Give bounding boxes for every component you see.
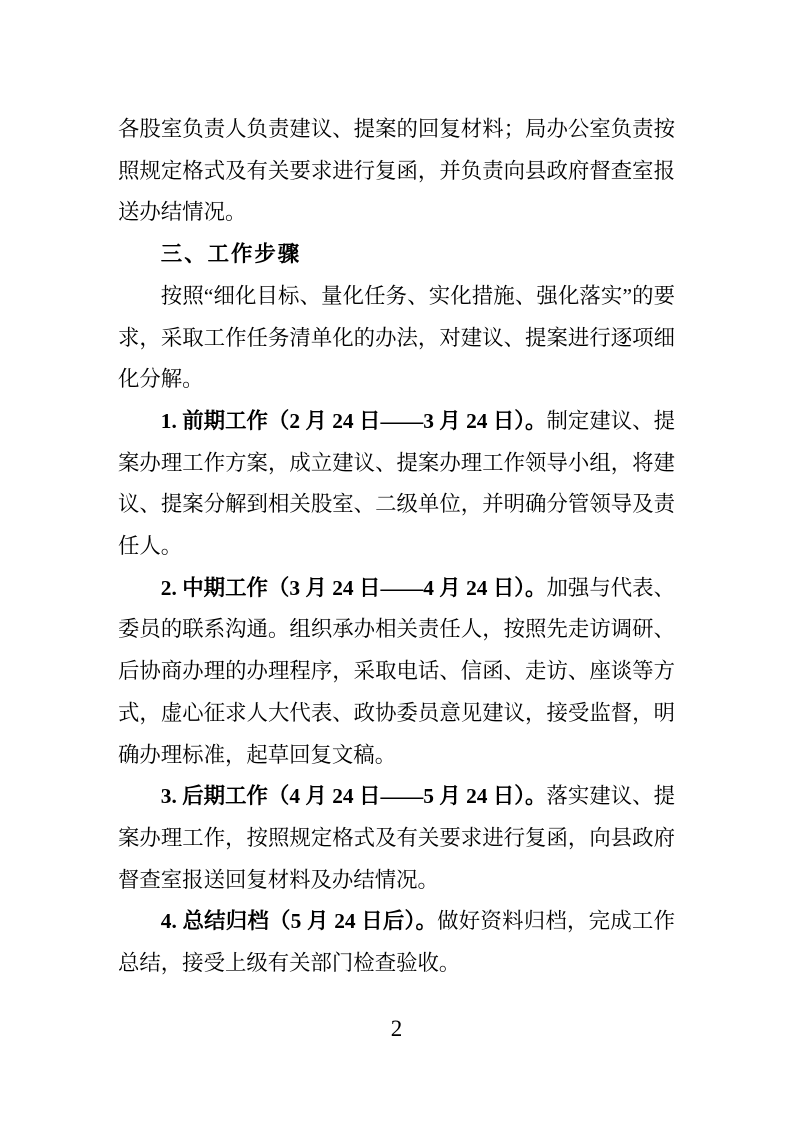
work-item-2-body: 加强与代表、委员的联系沟通。组织承办相关责任人，按照先走访调研、后协商办理的办理程序，采取电话、信函、走访、座谈等方式，虚心征求人大代表、政协委员意见建议，接受监督，明确办理标准，起草回复文稿。 — [118, 575, 675, 767]
work-item-3-lead: 3. 后期工作（4 月 24 日——5 月 24 日）。 — [160, 784, 547, 809]
work-item-2 — [118, 568, 675, 777]
work-item-1 — [118, 401, 675, 568]
work-item-2-lead: 2. 中期工作（3 月 24 日——4 月 24 日）。 — [160, 575, 547, 600]
paragraph-continuation: 各股室负责人负责建议、提案的回复材料；局办公室负责按照规定格式及有关要求进行复函，并负责向县政府督查室报送办结情况。 — [118, 117, 675, 225]
work-item-4-lead: 4. 总结归档（5 月 24 日后）。 — [160, 909, 438, 934]
work-item-1-lead: 1. 前期工作（2 月 24 日——3 月 24 日）。 — [160, 408, 547, 433]
work-item-3-body: 落实建议、提案办理工作，按照规定格式及有关要求进行复函，向县政府督查室报送回复材料及办结情况。 — [118, 784, 675, 892]
paragraph-intro: 按照“细化目标、量化任务、实化措施、强化落实”的要求，采取工作任务清单化的办法，对建议、提案进行逐项细化分解。 — [118, 283, 675, 392]
work-item-4-body: 做好资料归档，完成工作总结，接受上级有关部门检查验收。 — [118, 909, 675, 976]
work-item-1-body: 制定建议、提案办理工作方案，成立建议、提案办理工作领导小组，将建议、提案分解到相关股室、二级单位，并明确分管领导及责任人。 — [118, 408, 675, 559]
work-item-3 — [118, 776, 675, 901]
section-heading: 三、工作步骤 — [160, 242, 302, 267]
work-item-4 — [118, 901, 675, 984]
document-body — [118, 109, 675, 985]
page-number: 2 — [390, 1016, 403, 1041]
